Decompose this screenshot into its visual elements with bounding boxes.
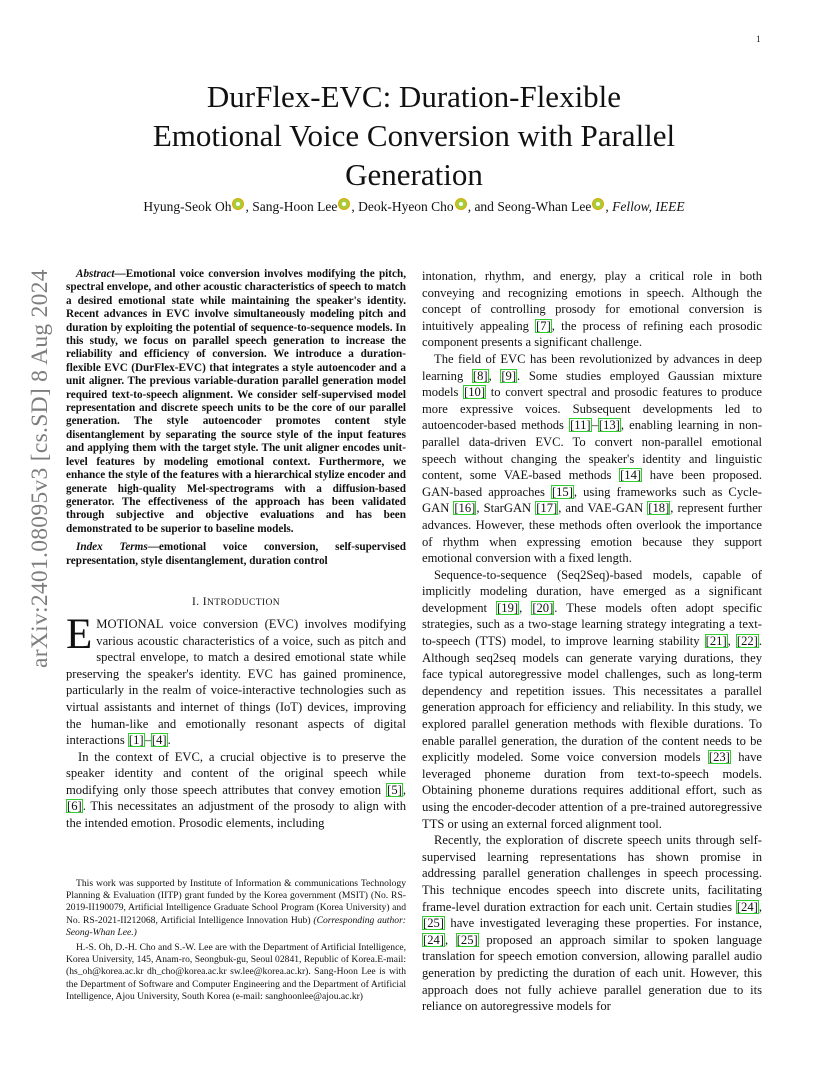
page-number: 1 [756,34,761,44]
citation-link[interactable]: [8] [472,368,488,383]
paragraph-text: , [519,600,532,615]
citation-link[interactable]: [23] [708,750,730,765]
citation-link[interactable]: [21] [705,634,727,649]
paragraph-text: have been proposed. GAN-based approaches [422,468,763,499]
paragraph-text: . [167,733,171,748]
paragraph-text: to convert spectral and prosodic features to produce more expressive voices. Subsequent developments led to autoencoder-based methods [422,385,762,433]
index-terms [66,541,406,568]
paragraph-text: , [758,899,762,914]
citation-link[interactable]: [6] [67,799,82,814]
body-paragraph [422,268,762,351]
abstract-text: —Emotional voice conversion involves modifying the pitch, spectral envelope, and other acoustic characteristics of speech to match a desired emotional state while maintaining the speaker's identity. Recent advances in EVC involve simultaneously modeling pitch and duration by exploiting the potential of sequence-to-sequence models. In this study, we focus on parallel speech generation to increase the reliability and efficiency of conversion. We introduce a duration-flexible EVC (DurFlex-EVC) that integrates a style autoencoder and a unit aligner. The previous variable-duration parallel generation model required text-to-speech alignment. We consider self-supervised model representation and discrete speech units to be the core of our parallel generation. The style autoencoder promotes content style disentanglement by separating the source style of the input features and applying them with the target style. The unit aligner encodes unit-level features by modeling emotional context. Furthermore, we enhance the style of the features with a hierarchical stylize encoder and generate high-quality Mel-spectrograms with a diffusion-based generator. The effectiveness of the approach has been validated through subjective and objective evaluations and has been demonstrated to be superior to baseline models. [66,268,406,535]
paragraph-text: proposed an approach similar to spoken language translation for speech emotion conversion, allowing parallel audio generation by predicting the duration of each unit. However, this approach does not fully achieve parallel generation due to its reliance on autoregressive models for [422,932,763,1014]
section-initial: I [202,595,207,608]
body-paragraph [422,832,762,1015]
paragraph-text: , enabling learning in non-parallel data-driven EVC. To convert non-parallel emotional speech without changing the speaker's identity and linguistic content, some VAE-based methods [422,418,763,483]
citation-link[interactable]: [18] [648,501,670,516]
abstract-label: Abstract [76,268,115,280]
author-name: Deok-Hyeon Cho [358,199,454,214]
paragraph-text: , [402,782,406,797]
right-column [422,268,762,1015]
paragraph-text: In the context of EVC, a crucial objective is to preserve the speaker identity and content of the original speech while modifying only those speech attributes that convey emotion [66,749,406,797]
paragraph-text: , [727,634,736,649]
citation-link[interactable]: [24] [736,899,758,914]
citation-link[interactable]: [4] [151,733,167,748]
citation-link[interactable]: [10] [464,385,486,400]
citation-link[interactable]: [1] [128,733,144,748]
paragraph-text: Recently, the exploration of discrete speech units through self-supervised learning representations has shown promise in addressing parallel generation challenges in speech processing. This technique encodes speech into discrete units, facilitating frame-level duration extraction for each unit. Certain studies [422,833,762,914]
citation-link[interactable]: [5] [387,782,402,797]
title-line: DurFlex-EVC: Duration-Flexible [206,79,622,114]
citation-link[interactable]: [22] [736,634,758,649]
citation-link[interactable]: [11] [570,418,591,433]
index-terms-label: Index Terms [76,541,148,554]
author-name: Hyung-Seok Oh [143,199,232,214]
title-line: Generation [345,157,483,192]
intro-paragraph [66,749,406,832]
paragraph-text: . Some studies employed Gaussian mixture models [422,368,762,400]
citation-link[interactable]: [7] [536,318,551,333]
author-name: Sang-Hoon Lee [252,199,338,214]
citation-link[interactable]: [9] [501,368,517,383]
author-separator: , and [467,199,498,214]
paragraph-text: , StarGAN [476,501,536,516]
paragraph-text: , [488,368,501,383]
drop-cap: E [66,610,93,658]
author-separator: , [605,199,613,214]
citation-link[interactable]: [20] [532,600,554,615]
citation-link[interactable]: [15] [551,484,573,499]
author-separator: , [351,199,359,214]
orcid-icon[interactable] [232,198,244,210]
citation-link[interactable]: [24] [423,932,444,947]
body-paragraph [422,567,762,833]
section-title-rest: NTRODUCTION [207,597,281,608]
citation-link[interactable]: [14] [620,468,642,483]
paragraph-text: , the process of refining each prosodic component presents a significant challenge. [422,318,762,350]
paragraph-text: , using frameworks such as Cycle-GAN [422,484,762,516]
paragraph-text: . This necessitates an adjustment of the prosody to align with the intended emotion. Prosodic elements, including [66,799,406,831]
author-separator: , [245,199,253,214]
title-line: Emotional Voice Conversion with Parallel [152,118,676,153]
index-terms-text: —emotional voice conversion, self-supervised representation, style disentanglement, duration control [66,541,406,567]
paragraph-text: . Although seq2seq models can generate varying durations, they face typical autoregressive model challenges, such as long-term dependency and repetition issues. This necessitates a parallel generation approach for efficiency and reliability. In this study, we explored parallel generation methods with flexible durations. To enable parallel generation, the duration of the content needs to be explicitly modeled. Some voice conversion models [422,634,763,765]
paragraph-text: , and VAE-GAN [558,501,648,516]
paragraph-text: have leveraged phoneme duration from text-to-speech models. Obtaining phoneme durations requires additional effort, such as using the encoder-decoder attention of a pre-trained autoregressive TTS or using an external forced alignment tool. [422,750,762,831]
footnote-text: This work was supported by Institute of Information & communications Technology Planning & Evaluation (IITP) grant funded by the Korea government (MSIT) (No. RS-2019-II190079, Artificial Intelligence Graduate School Program (Korea University) and No. RS-2021-II212068, Artificial Intelligence Innovation Hub) [66,878,406,926]
funding-footnote [66,878,406,939]
citation-link[interactable]: [16] [454,501,476,516]
footnotes [66,878,406,1006]
author-title: Fellow, IEEE [612,199,685,214]
affiliation-footnote: H.-S. Oh, D.-H. Cho and S.-W. Lee are with the Department of Artificial Intelligence, Korea University, 145, Anam-ro, Seongbuk-gu, Seoul 02841, Republic of Korea.E-mail: (hs_oh@korea.ac.kr dh_cho@korea.ac.kr sw.lee@korea.ac.kr). Sang-Hoon Lee is with the Department of Software and Computer Engineering and the Department of Artificial Intelligence, Ajou University, South Korea (e-mail: sanghoonlee@ajou.ac.kr) [66,942,406,1002]
body-paragraph [422,351,762,567]
corresponding-author: (Corresponding author: Seong-Whan Lee.) [66,914,406,938]
paper-title [0,77,828,194]
orcid-icon[interactable] [338,198,350,210]
paragraph-text: intonation, rhythm, and energy, play a critical role in both conveying and recognizing emotions in speech. Although the concept of controlling prosody for emotional conversion is intuitively appealing [422,269,762,333]
paragraph-text: , represent further advances. However, these methods often overlook the importance of rhythm when expressing emotion because they support emotional conversion with a fixed length. [422,501,762,566]
citation-dash: – [144,733,151,748]
orcid-icon[interactable] [455,198,467,210]
citation-link[interactable]: [25] [423,916,444,931]
abstract [66,268,406,536]
section-heading [66,596,406,608]
section-numeral: I. [191,595,203,608]
citation-link[interactable]: [19] [497,600,519,615]
orcid-icon[interactable] [592,198,604,210]
paragraph-text: Sequence-to-sequence (Seq2Seq)-based models, capable of implicitly modeling duration, have emerged as a significant development [422,567,762,615]
author-list [0,198,828,216]
paragraph-text: The field of EVC has been revolutionized by advances in deep learning [422,351,762,383]
paragraph-text: . These models often adopt specific strategies, such as a two-stage learning strategy integrating a text-to-speech (TTS) model, to improve learning stability [422,600,762,649]
paragraph-text: MOTIONAL voice conversion (EVC) involves modifying various acoustic characteristics of a voice, such as pitch and spectral envelope, to match a desired emotional state while preserving the speaker's identity. EVC has gained prominence, particularly in the realm of voice-interactive technologies such as virtual assistants and internet of things (IoT) devices, improving the human-like and emotionally resonant aspects of digital interactions [66,616,406,748]
citation-link[interactable]: [17] [536,501,558,516]
citation-dash: – [591,418,598,433]
paragraph-text: have investigated leveraging these properties. For instance, [444,916,762,931]
citation-link[interactable]: [25] [456,932,478,947]
arxiv-stamp: arXiv:2401.08095v3 [cs.SD] 8 Aug 2024 [27,269,53,668]
intro-paragraph [66,610,406,749]
author-name: Seong-Whan Lee [497,199,592,214]
left-column [66,268,406,832]
citation-link[interactable]: [13] [598,418,620,433]
paragraph-text: , [444,932,456,947]
